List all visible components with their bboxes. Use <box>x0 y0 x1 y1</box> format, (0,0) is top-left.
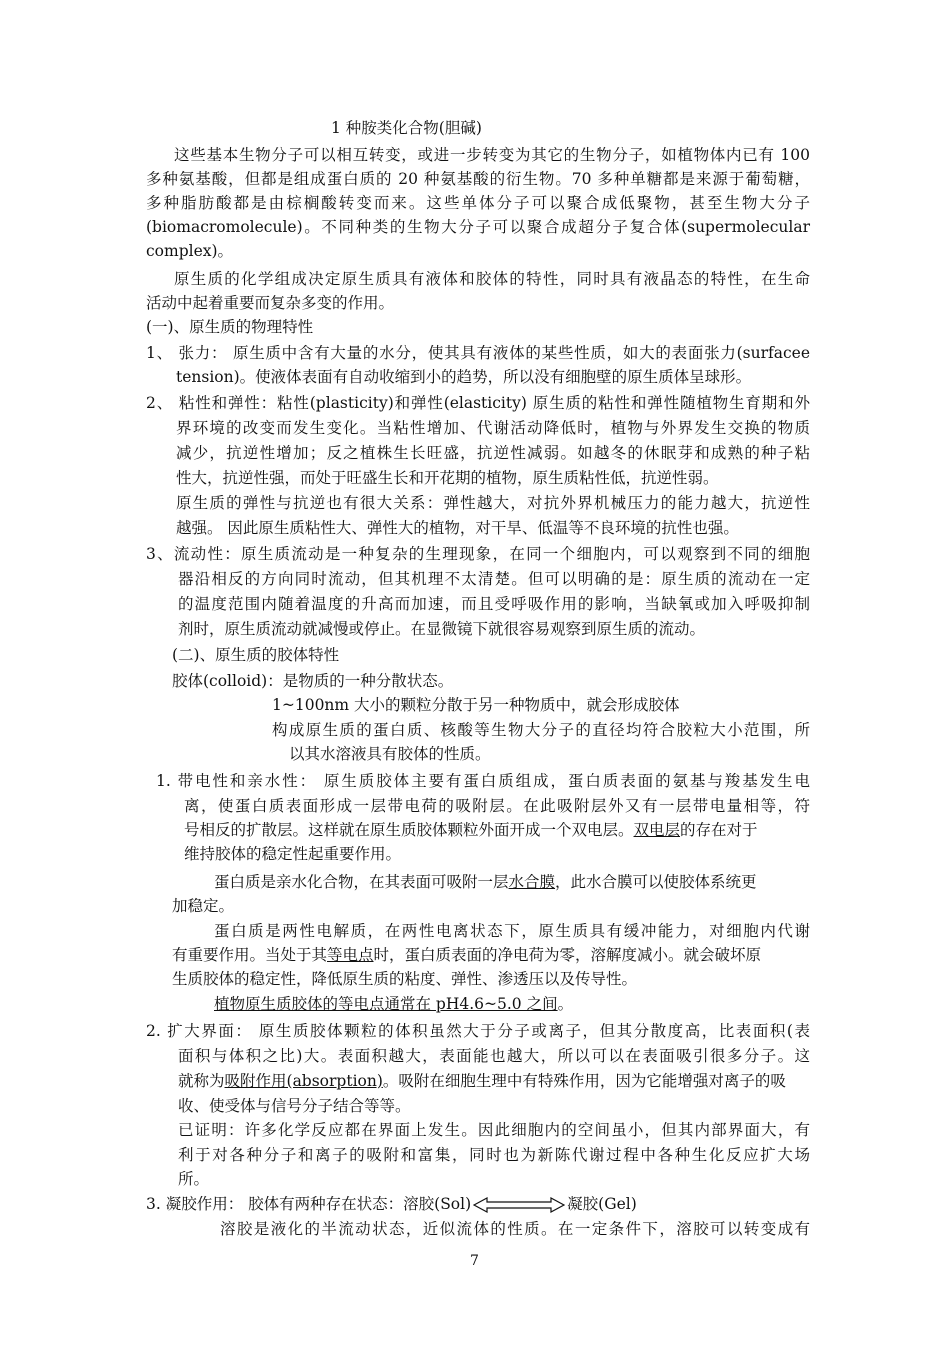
text-line: (biomacromolecule)。不同种类的生物大分子可以聚合成超分子复合体(supermolecular <box>146 218 810 236</box>
text-line: 构成原生质的蛋白质、核酸等生物大分子的直径均符合胶粒大小范围，所 <box>272 721 810 739</box>
text-line: 器沿相反的方向同时流动，但其机理不太清楚。但可以明确的是：原生质的流动在一定 <box>178 570 810 588</box>
text-line: 活动中起着重要而复杂多变的作用。 <box>146 294 395 312</box>
text-line: 蛋白质是亲水化合物，在其表面可吸附一层水合膜，此水合膜可以使胶体系统更 <box>214 873 757 891</box>
text-line: 性大，抗逆性强，而处于旺盛生长和开花期的植物，原生质粘性低，抗逆性弱。 <box>176 469 719 487</box>
text-line: 溶胶是液化的半流动状态，近似流体的性质。在一定条件下，溶胶可以转变成有 <box>220 1220 810 1238</box>
text-line: 收、使受体与信号分子结合等等。 <box>178 1097 411 1115</box>
text-line: tension)。使液体表面有自动收缩到小的趋势，所以没有细胞壁的原生质体呈球形。 <box>176 368 752 386</box>
text-line: 就称为吸附作用(absorption)。吸附在细胞生理中有特殊作用，因为它能增强对离子的吸 <box>178 1072 786 1090</box>
underlined-term: 吸附作用(absorption) <box>224 1072 383 1090</box>
text-line: 加稳定。 <box>172 897 235 915</box>
text-line: 1、 张力： 原生质中含有大量的水分，使其具有液体的某些性质，如大的表面张力(surfacee <box>146 344 810 362</box>
underlined-term: 双电层 <box>633 821 681 839</box>
text-line: complex)。 <box>146 242 234 260</box>
text-line: 面积与体积之比)大。表面积越大，表面能也越大，所以可以在表面吸引很多分子。这 <box>178 1047 810 1065</box>
section-heading: (二)、原生质的胶体特性 <box>172 646 340 664</box>
text-line: 已证明：许多化学反应都在界面上发生。因此细胞内的空间虽小，但其内部界面大，有 <box>178 1121 810 1139</box>
underlined-term: 植物原生质胶体的等电点通常在 pH4.6~5.0 之间 <box>214 995 558 1013</box>
text-line: 维持胶体的稳定性起重要作用。 <box>184 845 402 863</box>
text-line: 的温度范围内随着温度的升高而加速，而且受呼吸作用的影响，当缺氧或加入呼吸抑制 <box>178 595 810 613</box>
text-line: 利于对各种分子和离子的吸附和富集，同时也为新陈代谢过程中各种生化反应扩大场 <box>178 1146 810 1164</box>
text-line: 以其水溶液具有胶体的性质。 <box>289 745 491 763</box>
text-line: 1 种胺类化合物(胆碱) <box>331 119 482 137</box>
text-line: 减少，抗逆性增加；反之植株生长旺盛，抗逆性减弱。如越冬的休眠芽和成熟的种子粘 <box>176 444 810 462</box>
text-line: 越强。 因此原生质粘性大、弹性大的植物，对干旱、低温等不良环境的抗性也强。 <box>176 519 739 537</box>
text-line: 2、 粘性和弹性：粘性(plasticity)和弹性(elasticity) 原生质的粘性和弹性随植物生育期和外 <box>146 394 810 412</box>
section-heading: (一)、原生质的物理特性 <box>146 318 314 336</box>
text-line: 界环境的改变而发生变化。当粘性增加、代谢活动降低时，植物与外界发生交换的物质 <box>176 419 810 437</box>
text-line: 植物原生质胶体的等电点通常在 pH4.6~5.0 之间。 <box>214 995 574 1013</box>
double-arrow-icon <box>473 1197 565 1213</box>
text-line: 剂时，原生质流动就减慢或停止。在显微镜下就很容易观察到原生质的流动。 <box>178 620 706 638</box>
text-line: 1. 带电性和亲水性： 原生质胶体主要有蛋白质组成，蛋白质表面的氨基与羧基发生电 <box>156 772 810 790</box>
text-line: 所。 <box>178 1170 210 1188</box>
text-line: 3、流动性：原生质流动是一种复杂的生理现象，在同一个细胞内，可以观察到不同的细胞 <box>146 545 810 563</box>
text-line: 3. 凝胶作用： 胶体有两种存在状态：溶胶(Sol) 凝胶(Gel) <box>146 1195 637 1213</box>
text-line: 离，使蛋白质表面形成一层带电荷的吸附层。在此吸附层外又有一层带电量相等，符 <box>184 797 810 815</box>
text-line: 原生质的化学组成决定原生质具有液体和胶体的特性，同时具有液晶态的特性，在生命 <box>174 270 810 288</box>
text-line: 有重要作用。当处于其等电点时，蛋白质表面的净电荷为零，溶解度减小。就会破坏原 <box>172 946 762 964</box>
text-line: 1~100nm 大小的颗粒分散于另一种物质中，就会形成胶体 <box>272 696 680 714</box>
text-line: 多种氨基酸，但都是组成蛋白质的 20 种氨基酸的衍生物。70 多种单糖都是来源于葡萄糖， <box>146 170 810 188</box>
text-line: 胶体(colloid)：是物质的一种分散状态。 <box>172 672 454 690</box>
underlined-term: 水合膜 <box>508 873 556 891</box>
text-line: 多种脂肪酸都是由棕榈酸转变而来。这些单体分子可以聚合成低聚物，甚至生物大分子 <box>146 194 810 212</box>
text-line: 原生质的弹性与抗逆也有很大关系：弹性越大，对抗外界机械压力的能力越大，抗逆性 <box>176 494 810 512</box>
page-number: 7 <box>470 1253 479 1269</box>
underlined-term: 等电点 <box>327 946 374 964</box>
text-line: 生质胶体的稳定性，降低原生质的粘度、弹性、渗透压以及传导性。 <box>172 970 638 988</box>
text-line: 号相反的扩散层。这样就在原生质胶体颗粒外面开成一个双电层。双电层的存在对于 <box>184 821 758 839</box>
text-line: 蛋白质是两性电解质，在两性电离状态下，原生质具有缓冲能力，对细胞内代谢 <box>214 922 810 940</box>
text-line: 2. 扩大界面： 原生质胶体颗粒的体积虽然大于分子或离子，但其分散度高，比表面积(表 <box>146 1022 810 1040</box>
text-line: 这些基本生物分子可以相互转变，或进一步转变为其它的生物分子，如植物体内已有 100 <box>174 146 810 164</box>
